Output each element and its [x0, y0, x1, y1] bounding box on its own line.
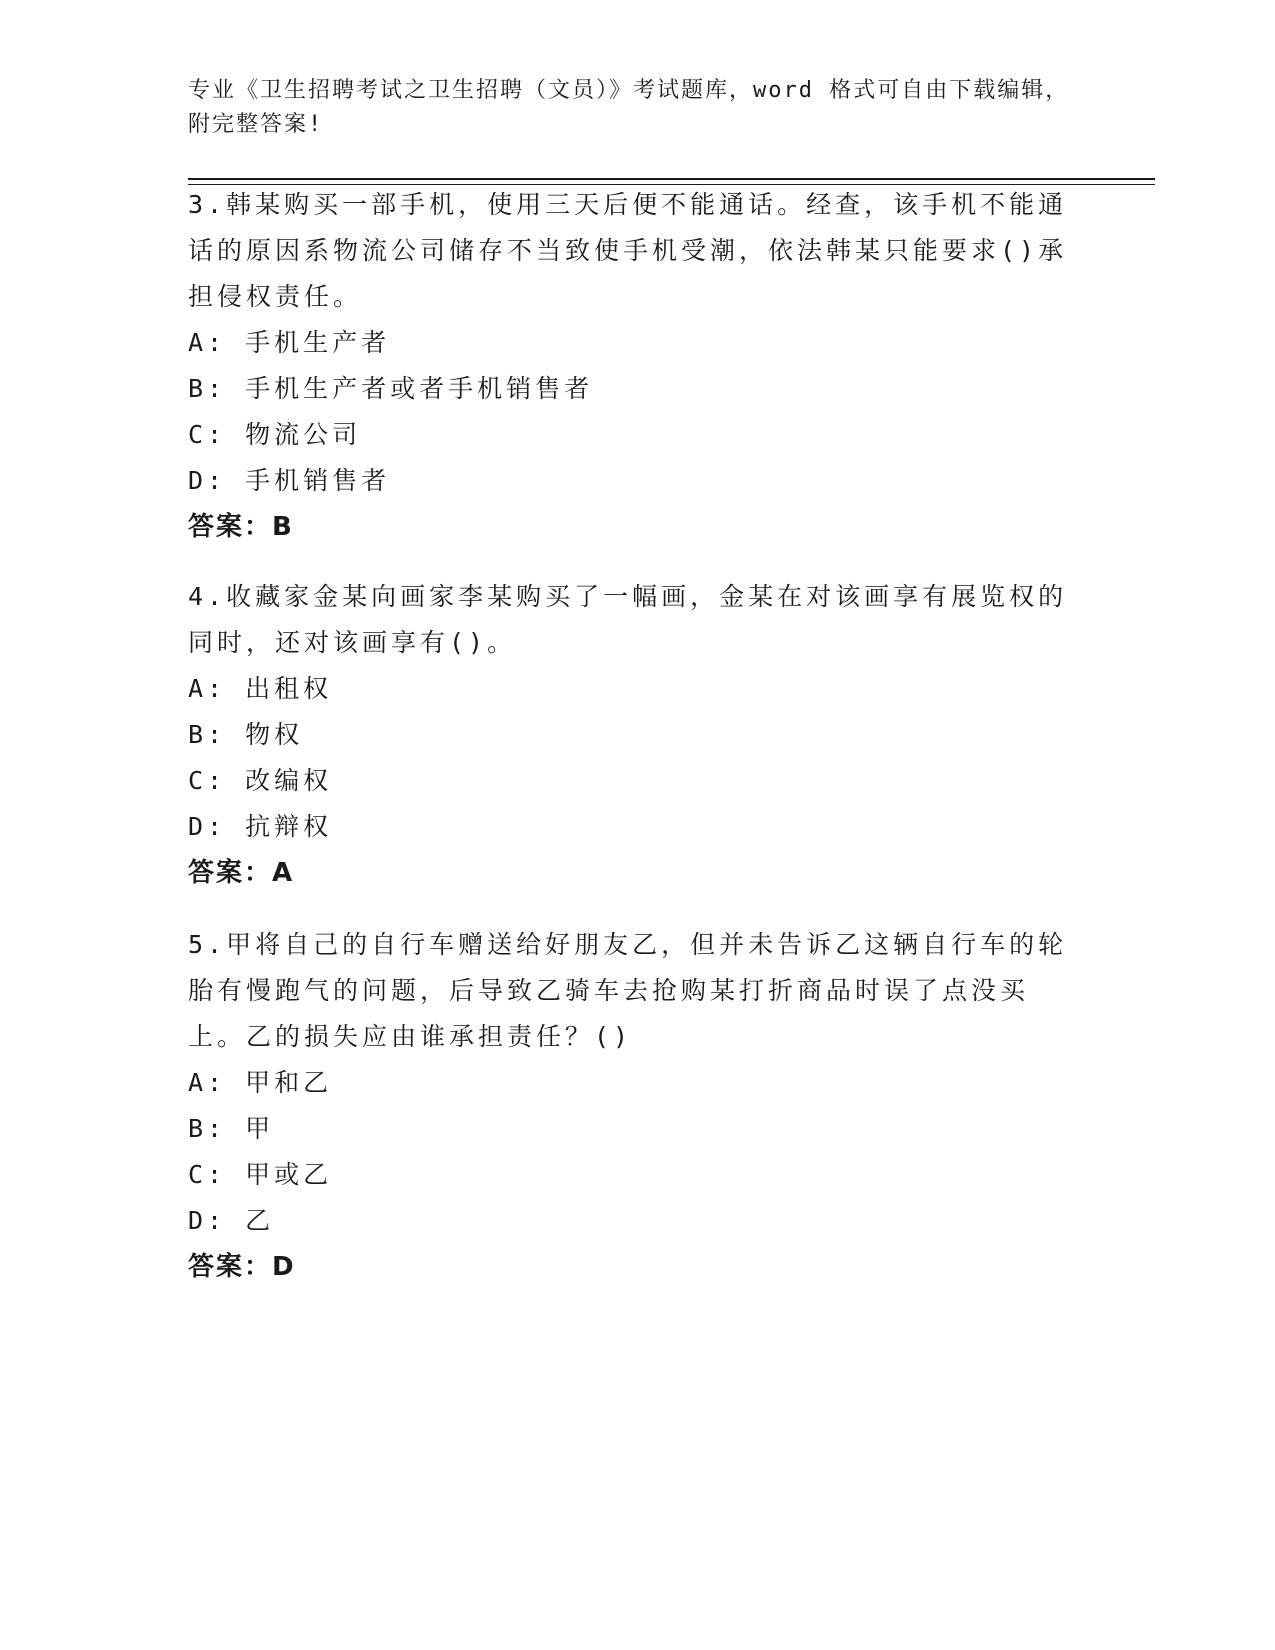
- answer-label: 答案：B: [188, 512, 294, 542]
- question-stem: 3.韩某购买一部手机，使用三天后便不能通话。经查，该手机不能通话的原因系物流公司储存不当致使手机受潮，依法韩某只能要求()承担侵权责任。: [188, 190, 1068, 311]
- document-header: 专业《卫生招聘考试之卫生招聘（文员）》考试题库，word 格式可自由下载编辑，附完整答案!: [188, 78, 1070, 137]
- option-d: D: 手机销售者: [188, 466, 391, 495]
- question-4: [188, 574, 1068, 896]
- option-b: B: 手机生产者或者手机销售者: [188, 374, 594, 403]
- option-d: D: 乙: [188, 1206, 275, 1235]
- answer-label: 答案：A: [188, 858, 295, 888]
- question-stem: 4.收藏家金某向画家李某购买了一幅画，金某在对该画享有展览权的同时，还对该画享有()。: [188, 582, 1068, 657]
- answer-label: 答案：D: [188, 1252, 296, 1282]
- question-5: [188, 922, 1068, 1290]
- option-d: D: 抗辩权: [188, 812, 333, 841]
- option-c: C: 改编权: [188, 766, 333, 795]
- question-3: [188, 182, 1068, 550]
- option-a: A: 手机生产者: [188, 328, 391, 357]
- question-stem: 5.甲将自己的自行车赠送给好朋友乙，但并未告诉乙这辆自行车的轮胎有慢跑气的问题，后导致乙骑车去抢购某打折商品时误了点没买上。乙的损失应由谁承担责任？(): [188, 930, 1068, 1051]
- option-c: C: 物流公司: [188, 420, 362, 449]
- option-a: A: 出租权: [188, 674, 333, 703]
- option-a: A: 甲和乙: [188, 1068, 333, 1097]
- option-b: B: 甲: [188, 1114, 275, 1143]
- header-divider-thick: [188, 178, 1155, 180]
- option-b: B: 物权: [188, 720, 304, 749]
- option-c: C: 甲或乙: [188, 1160, 333, 1189]
